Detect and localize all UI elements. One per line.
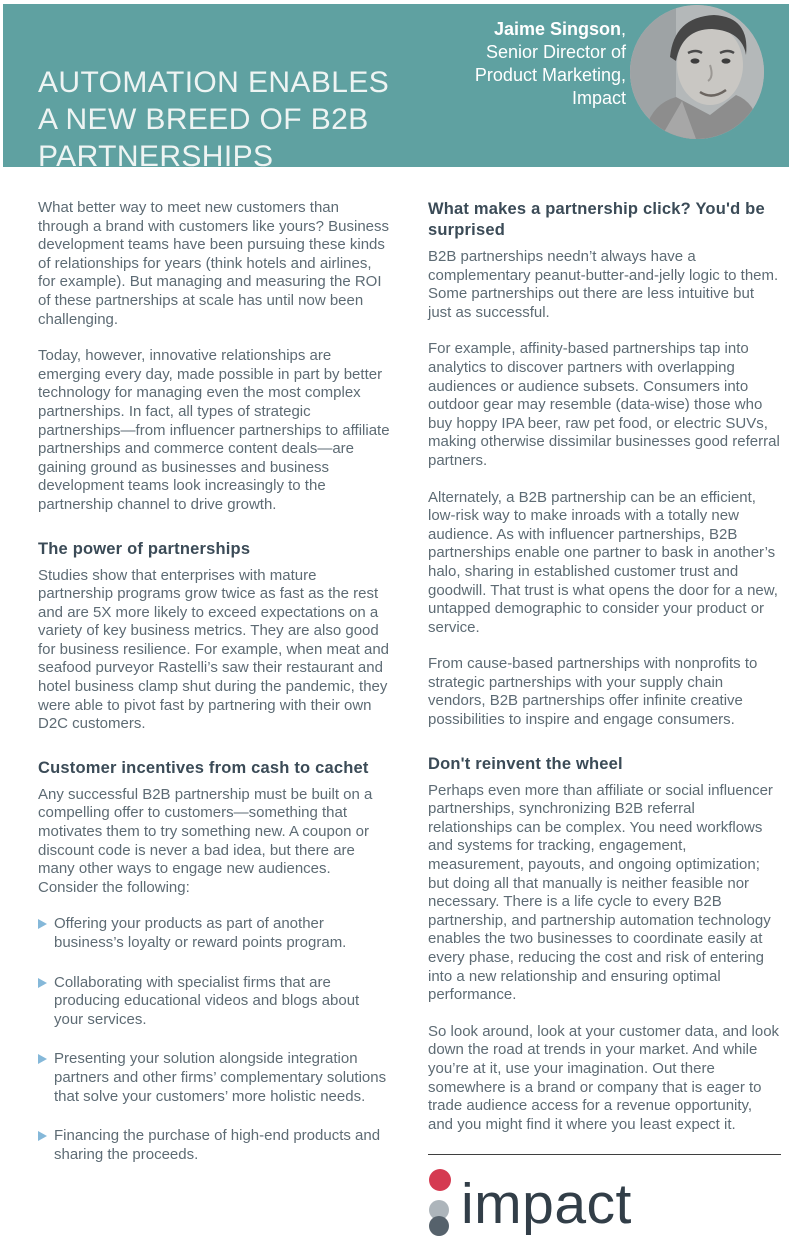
author-name-line — [406, 18, 626, 41]
bullet-text: Presenting your solution alongside integration partners and other firms’ complementary solutions that solve your customers’ more holistic needs. — [54, 1050, 387, 1105]
bullet-triangle-icon — [38, 919, 47, 929]
title-line-1: AUTOMATION ENABLES — [38, 66, 390, 99]
paragraph: So look around, look at your customer data, and look down the road at trends in your market. And while you’re at it, use your imagination. Out there somewhere is a brand or company that is eager to trade audience access for a revenue opportunity, and you might find it where you least expect it. — [428, 1022, 780, 1133]
section-heading-wheel: Don't reinvent the wheel — [428, 754, 623, 773]
title-line-3: PARTNERSHIPS — [38, 140, 274, 173]
header-banner — [3, 4, 789, 173]
list-item — [38, 1050, 391, 1106]
list-item — [38, 974, 391, 1030]
left-column — [38, 199, 391, 1185]
author-role-line-1: Senior Director of — [485, 42, 626, 62]
impact-logo-wordmark: impact — [461, 1171, 632, 1236]
bullet-triangle-icon — [38, 1054, 47, 1064]
section-heading-power: The power of partnerships — [38, 539, 251, 558]
bullet-text: Collaborating with specialist firms that are producing educational videos and blogs about your services. — [54, 973, 360, 1028]
impact-logo-dots-icon — [428, 1169, 452, 1239]
list-item — [38, 915, 391, 952]
author-name-suffix: , — [620, 19, 626, 39]
incentives-bullet-list — [38, 915, 391, 1164]
paragraph: B2B partnerships needn’t always have a complementary peanut-butter-and-jelly logic to them. Some partnerships out there are less intuitive but just as successful. — [428, 248, 779, 321]
bullet-triangle-icon — [38, 1131, 47, 1141]
paragraph: Any successful B2B partnership must be built on a compelling offer to customers—something that motivates them to try something new. A coupon or discount code is never a bad idea, but there are many other ways to engage new audiences. Consider the following: — [38, 785, 373, 896]
impact-logo — [428, 1169, 781, 1239]
paragraph: Alternately, a B2B partnership can be an efficient, low-risk way to make inroads with a totally new audience. As with influencer partnerships, B2B partnerships enable one partner to bask in another’s halo, sharing in established customer trust and goodwill. That trust is what opens the door for a new, untapped demographic to consider your product or service. — [428, 488, 778, 636]
portrait-photo — [630, 5, 764, 139]
paragraph: Studies show that enterprises with mature partnership programs grow twice as fast as the rest and are 5X more likely to exceed expectations on a variety of key business metrics. They are also good for business resilience. For example, when meat and seafood purveyor Rastelli’s saw their restaurant and hotel business clamp shut during the pandemic, they were able to pivot fast by partnering with their own D2C customers. — [38, 566, 390, 733]
page-title — [38, 64, 389, 175]
paragraph: Today, however, innovative relationships are emerging every day, made possible in part by better technology for managing even the most complex partnerships. In fact, all types of strategic partnerships—from influencer partnerships to affiliate partnerships and commerce content deals—are gaining ground as businesses and business development teams look increasingly to the partnership channel to drive growth. — [38, 347, 390, 513]
section-heading-click: What makes a partnership click? You'd be surprised — [428, 200, 765, 239]
author-block — [406, 18, 626, 110]
author-name: Jaime Singson — [493, 19, 621, 39]
list-item — [38, 1127, 391, 1164]
bullet-text: Offering your products as part of another business’s loyalty or reward points program. — [54, 915, 347, 951]
avatar — [630, 5, 764, 139]
right-column — [428, 199, 781, 1239]
section-heading-incentives: Customer incentives from cash to cachet — [38, 758, 369, 777]
author-company: Impact — [571, 88, 626, 108]
paragraph: What better way to meet new customers than through a brand with customers like yours? Business development teams have been pursuing these kinds of relationships for years (think hotels and airlines, for example). But managing and measuring the ROI of these partnerships at scale has until now been challenging. — [38, 199, 390, 328]
bullet-text: Financing the purchase of high-end products and sharing the proceeds. — [54, 1127, 381, 1163]
bullet-triangle-icon — [38, 978, 47, 988]
paragraph: Perhaps even more than affiliate or social influencer partnerships, synchronizing B2B referral relationships can be complex. You need workflows and systems for tracking, engagement, measurement, payouts, and ongoing optimization; but doing all that manually is neither feasible nor necessary. There is a life cycle to every B2B partnership, and partnership automation technology enables the two businesses to coordinate easily at every phase, reducing the cost and risk of entering into a new relationship and ensuring optimal performance. — [428, 781, 773, 1004]
title-line-2: A NEW BREED OF B2B — [38, 103, 369, 136]
author-role-line-2: Product Marketing, — [474, 65, 626, 85]
paragraph: For example, affinity-based partnerships tap into analytics to discover partners with overlapping audiences or audience subsets. Consumers into outdoor gear may resemble (data-wise) those who buy hoppy IPA beer, raw pet food, or electric SUVs, making otherwise dissimilar businesses good referral partners. — [428, 340, 780, 469]
paragraph: From cause-based partnerships with nonprofits to strategic partnerships with your supply chain vendors, B2B partnerships offer infinite creative possibilities to inspire and engage consumers. — [428, 655, 758, 729]
footer-divider — [428, 1154, 781, 1155]
